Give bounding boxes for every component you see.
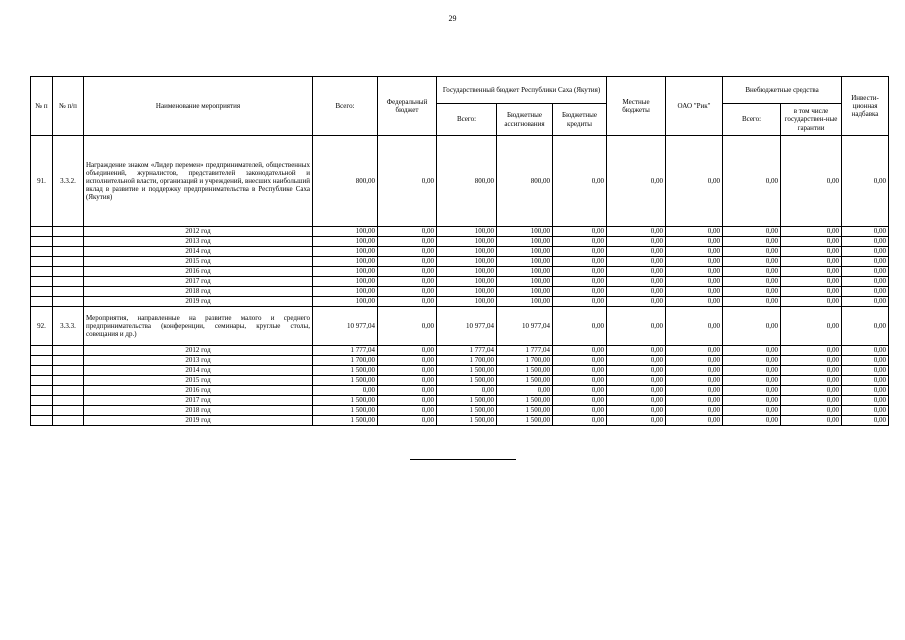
item-name: Мероприятия, направленные на развитие малого и среднего предпринимательства (конференции, семинары, круглые столы, совещания и др.) <box>84 307 313 346</box>
header-row-num: № п <box>31 77 53 136</box>
value-cell: 0,00 <box>723 136 781 227</box>
value-cell: 0,00 <box>378 356 437 366</box>
header-total: Всего: <box>313 77 378 136</box>
header-local: Местные бюджеты <box>607 77 666 136</box>
value-cell: 0,00 <box>378 386 437 396</box>
value-cell: 0,00 <box>781 247 842 257</box>
value-cell: 0,00 <box>378 257 437 267</box>
empty-cell <box>31 227 53 237</box>
year-label: 2018 год <box>84 406 313 416</box>
value-cell: 0,00 <box>666 267 723 277</box>
value-cell: 1 500,00 <box>437 366 497 376</box>
value-cell: 0,00 <box>607 136 666 227</box>
empty-cell <box>53 416 84 426</box>
value-cell: 1 500,00 <box>497 416 553 426</box>
value-cell: 1 500,00 <box>313 376 378 386</box>
value-cell: 0,00 <box>781 386 842 396</box>
empty-cell <box>53 356 84 366</box>
value-cell: 0,00 <box>666 386 723 396</box>
value-cell: 1 500,00 <box>437 406 497 416</box>
value-cell: 0,00 <box>378 277 437 287</box>
empty-cell <box>31 376 53 386</box>
empty-cell <box>31 277 53 287</box>
empty-cell <box>53 287 84 297</box>
value-cell: 100,00 <box>437 287 497 297</box>
empty-cell <box>53 346 84 356</box>
year-row <box>31 267 889 277</box>
value-cell: 0,00 <box>842 386 889 396</box>
item-row <box>31 307 889 346</box>
value-cell: 0,00 <box>723 376 781 386</box>
year-label: 2012 год <box>84 227 313 237</box>
value-cell: 0,00 <box>666 297 723 307</box>
year-label: 2017 год <box>84 396 313 406</box>
value-cell: 100,00 <box>437 297 497 307</box>
page-number: 29 <box>448 14 457 23</box>
value-cell: 0,00 <box>723 257 781 267</box>
value-cell: 0,00 <box>781 136 842 227</box>
empty-cell <box>31 346 53 356</box>
value-cell: 0,00 <box>781 297 842 307</box>
year-row <box>31 386 889 396</box>
value-cell: 1 700,00 <box>313 356 378 366</box>
value-cell: 0,00 <box>666 257 723 267</box>
value-cell: 0,00 <box>607 396 666 406</box>
header-state-allocations: Бюджетные ассигнования <box>497 104 553 136</box>
empty-cell <box>31 267 53 277</box>
value-cell: 100,00 <box>313 247 378 257</box>
header-offbudget-guarantees: в том числе государствен-ные гарантии <box>781 104 842 136</box>
value-cell: 1 777,04 <box>313 346 378 356</box>
value-cell: 0,00 <box>666 346 723 356</box>
value-cell: 0,00 <box>607 247 666 257</box>
year-label: 2017 год <box>84 277 313 287</box>
value-cell: 0,00 <box>723 416 781 426</box>
year-row <box>31 227 889 237</box>
value-cell: 0,00 <box>842 406 889 416</box>
value-cell: 0,00 <box>723 277 781 287</box>
value-cell: 1 500,00 <box>497 376 553 386</box>
year-label: 2015 год <box>84 376 313 386</box>
header-federal: Федеральный бюджет <box>378 77 437 136</box>
value-cell: 0,00 <box>666 136 723 227</box>
value-cell: 100,00 <box>437 257 497 267</box>
value-cell: 0,00 <box>553 366 607 376</box>
year-label: 2013 год <box>84 237 313 247</box>
row-number: 92. <box>31 307 53 346</box>
value-cell: 0,00 <box>723 287 781 297</box>
value-cell: 0,00 <box>666 356 723 366</box>
value-cell: 100,00 <box>313 257 378 267</box>
value-cell: 0,00 <box>666 396 723 406</box>
empty-cell <box>53 277 84 287</box>
value-cell: 0,00 <box>497 386 553 396</box>
value-cell: 0,00 <box>378 416 437 426</box>
value-cell: 0,00 <box>666 227 723 237</box>
value-cell: 0,00 <box>781 346 842 356</box>
value-cell: 100,00 <box>437 277 497 287</box>
value-cell: 0,00 <box>607 297 666 307</box>
value-cell: 0,00 <box>781 376 842 386</box>
value-cell: 0,00 <box>666 366 723 376</box>
value-cell: 0,00 <box>781 396 842 406</box>
value-cell: 0,00 <box>781 416 842 426</box>
value-cell: 0,00 <box>781 406 842 416</box>
value-cell: 0,00 <box>842 247 889 257</box>
item-name: Награждение знаком «Лидер перемен» предпринимателей, общественных объединений, журналистов, представителей законодательной и исполнительной власти, организаций и учреждений, внесших наибольший вклад в развитие и поддержку предпринимательства в Республике Саха (Якутия) <box>84 136 313 227</box>
value-cell: 0,00 <box>553 356 607 366</box>
value-cell: 100,00 <box>497 287 553 297</box>
year-row <box>31 396 889 406</box>
value-cell: 0,00 <box>781 237 842 247</box>
value-cell: 0,00 <box>842 287 889 297</box>
year-row <box>31 297 889 307</box>
value-cell: 1 500,00 <box>313 396 378 406</box>
value-cell: 0,00 <box>723 267 781 277</box>
value-cell: 0,00 <box>553 267 607 277</box>
value-cell: 0,00 <box>553 386 607 396</box>
value-cell: 0,00 <box>723 237 781 247</box>
item-number: 3.3.3. <box>53 307 84 346</box>
value-cell: 0,00 <box>607 376 666 386</box>
year-label: 2013 год <box>84 356 313 366</box>
value-cell: 1 700,00 <box>437 356 497 366</box>
value-cell: 0,00 <box>842 307 889 346</box>
value-cell: 0,00 <box>607 227 666 237</box>
value-cell: 0,00 <box>607 346 666 356</box>
value-cell: 1 500,00 <box>437 416 497 426</box>
value-cell: 1 700,00 <box>497 356 553 366</box>
value-cell: 0,00 <box>842 416 889 426</box>
empty-cell <box>53 227 84 237</box>
empty-cell <box>31 416 53 426</box>
value-cell: 0,00 <box>842 277 889 287</box>
value-cell: 1 500,00 <box>497 366 553 376</box>
empty-cell <box>53 376 84 386</box>
value-cell: 0,00 <box>378 136 437 227</box>
value-cell: 0,00 <box>781 366 842 376</box>
table-header <box>31 77 889 136</box>
item-number: 3.3.2. <box>53 136 84 227</box>
empty-cell <box>53 386 84 396</box>
value-cell: 1 500,00 <box>437 396 497 406</box>
value-cell: 0,00 <box>553 376 607 386</box>
value-cell: 100,00 <box>497 237 553 247</box>
year-row <box>31 406 889 416</box>
value-cell: 1 500,00 <box>313 406 378 416</box>
header-investment: Инвести-ционная надбавка <box>842 77 889 136</box>
empty-cell <box>31 257 53 267</box>
value-cell: 1 500,00 <box>497 396 553 406</box>
value-cell: 0,00 <box>553 396 607 406</box>
header-state-credits: Бюджетные кредиты <box>553 104 607 136</box>
value-cell: 0,00 <box>553 247 607 257</box>
value-cell: 0,00 <box>607 287 666 297</box>
empty-cell <box>53 237 84 247</box>
value-cell: 100,00 <box>313 287 378 297</box>
value-cell: 0,00 <box>553 277 607 287</box>
row-number: 91. <box>31 136 53 227</box>
value-cell: 0,00 <box>378 346 437 356</box>
empty-cell <box>31 406 53 416</box>
value-cell: 0,00 <box>553 416 607 426</box>
value-cell: 1 500,00 <box>313 366 378 376</box>
value-cell: 10 977,04 <box>437 307 497 346</box>
header-state-group: Государственный бюджет Республики Саха (Якутия) <box>437 77 607 104</box>
value-cell: 0,00 <box>666 376 723 386</box>
value-cell: 0,00 <box>378 396 437 406</box>
value-cell: 0,00 <box>553 287 607 297</box>
value-cell: 0,00 <box>378 227 437 237</box>
empty-cell <box>31 287 53 297</box>
value-cell: 0,00 <box>723 346 781 356</box>
value-cell: 0,00 <box>842 237 889 247</box>
year-label: 2015 год <box>84 257 313 267</box>
value-cell: 0,00 <box>723 356 781 366</box>
value-cell: 0,00 <box>553 237 607 247</box>
value-cell: 100,00 <box>497 267 553 277</box>
value-cell: 0,00 <box>378 287 437 297</box>
table-body <box>31 136 889 426</box>
year-label: 2016 год <box>84 386 313 396</box>
value-cell: 0,00 <box>607 257 666 267</box>
header-offbudget-group: Внебюджетные средства <box>723 77 842 104</box>
value-cell: 0,00 <box>842 366 889 376</box>
value-cell: 0,00 <box>437 386 497 396</box>
value-cell: 0,00 <box>842 396 889 406</box>
item-row <box>31 136 889 227</box>
section-divider <box>410 459 516 460</box>
value-cell: 0,00 <box>666 406 723 416</box>
year-row <box>31 237 889 247</box>
value-cell: 0,00 <box>607 277 666 287</box>
value-cell: 0,00 <box>607 267 666 277</box>
value-cell: 0,00 <box>723 307 781 346</box>
value-cell: 0,00 <box>553 136 607 227</box>
value-cell: 0,00 <box>781 227 842 237</box>
value-cell: 0,00 <box>666 247 723 257</box>
value-cell: 0,00 <box>378 267 437 277</box>
value-cell: 0,00 <box>842 136 889 227</box>
empty-cell <box>31 356 53 366</box>
empty-cell <box>31 297 53 307</box>
value-cell: 0,00 <box>607 386 666 396</box>
value-cell: 0,00 <box>723 406 781 416</box>
header-item-num: № п/п <box>53 77 84 136</box>
value-cell: 0,00 <box>378 307 437 346</box>
value-cell: 0,00 <box>723 297 781 307</box>
header-name: Наименование мероприятия <box>84 77 313 136</box>
value-cell: 100,00 <box>313 237 378 247</box>
value-cell: 1 500,00 <box>313 416 378 426</box>
value-cell: 100,00 <box>313 297 378 307</box>
value-cell: 100,00 <box>313 227 378 237</box>
value-cell: 800,00 <box>313 136 378 227</box>
value-cell: 0,00 <box>842 346 889 356</box>
value-cell: 0,00 <box>781 257 842 267</box>
value-cell: 100,00 <box>497 297 553 307</box>
empty-cell <box>53 366 84 376</box>
value-cell: 0,00 <box>553 227 607 237</box>
value-cell: 0,00 <box>781 277 842 287</box>
value-cell: 0,00 <box>378 297 437 307</box>
empty-cell <box>53 257 84 267</box>
year-row <box>31 287 889 297</box>
value-cell: 0,00 <box>781 356 842 366</box>
value-cell: 0,00 <box>781 307 842 346</box>
value-cell: 100,00 <box>497 257 553 267</box>
empty-cell <box>31 247 53 257</box>
year-label: 2014 год <box>84 247 313 257</box>
value-cell: 0,00 <box>553 406 607 416</box>
value-cell: 100,00 <box>497 277 553 287</box>
value-cell: 0,00 <box>607 366 666 376</box>
year-label: 2018 год <box>84 287 313 297</box>
value-cell: 0,00 <box>378 366 437 376</box>
value-cell: 1 777,04 <box>437 346 497 356</box>
value-cell: 100,00 <box>437 237 497 247</box>
value-cell: 0,00 <box>607 406 666 416</box>
year-label: 2016 год <box>84 267 313 277</box>
year-row <box>31 356 889 366</box>
value-cell: 0,00 <box>842 257 889 267</box>
empty-cell <box>53 247 84 257</box>
empty-cell <box>31 396 53 406</box>
value-cell: 100,00 <box>437 227 497 237</box>
empty-cell <box>31 386 53 396</box>
funding-table <box>30 76 889 426</box>
empty-cell <box>53 396 84 406</box>
year-row <box>31 247 889 257</box>
value-cell: 0,00 <box>842 376 889 386</box>
value-cell: 0,00 <box>607 307 666 346</box>
value-cell: 1 500,00 <box>497 406 553 416</box>
value-cell: 100,00 <box>313 277 378 287</box>
value-cell: 0,00 <box>781 267 842 277</box>
year-label: 2012 год <box>84 346 313 356</box>
year-row <box>31 257 889 267</box>
value-cell: 10 977,04 <box>313 307 378 346</box>
value-cell: 1 777,04 <box>497 346 553 356</box>
value-cell: 100,00 <box>437 247 497 257</box>
year-row <box>31 277 889 287</box>
value-cell: 0,00 <box>723 366 781 376</box>
year-row <box>31 376 889 386</box>
value-cell: 0,00 <box>723 396 781 406</box>
header-offbudget-total: Всего: <box>723 104 781 136</box>
value-cell: 0,00 <box>666 277 723 287</box>
header-state-total: Всего: <box>437 104 497 136</box>
value-cell: 100,00 <box>497 247 553 257</box>
value-cell: 0,00 <box>378 237 437 247</box>
value-cell: 0,00 <box>781 287 842 297</box>
value-cell: 1 500,00 <box>437 376 497 386</box>
value-cell: 800,00 <box>497 136 553 227</box>
value-cell: 0,00 <box>607 356 666 366</box>
value-cell: 0,00 <box>378 247 437 257</box>
value-cell: 0,00 <box>666 287 723 297</box>
year-label: 2019 год <box>84 416 313 426</box>
value-cell: 0,00 <box>313 386 378 396</box>
value-cell: 0,00 <box>666 307 723 346</box>
empty-cell <box>53 267 84 277</box>
value-cell: 0,00 <box>553 307 607 346</box>
value-cell: 0,00 <box>666 416 723 426</box>
year-row <box>31 416 889 426</box>
value-cell: 0,00 <box>842 267 889 277</box>
value-cell: 0,00 <box>607 237 666 247</box>
value-cell: 0,00 <box>553 257 607 267</box>
year-row <box>31 346 889 356</box>
empty-cell <box>31 366 53 376</box>
value-cell: 800,00 <box>437 136 497 227</box>
value-cell: 0,00 <box>723 227 781 237</box>
value-cell: 0,00 <box>553 346 607 356</box>
value-cell: 0,00 <box>842 297 889 307</box>
value-cell: 0,00 <box>607 416 666 426</box>
value-cell: 0,00 <box>842 356 889 366</box>
value-cell: 100,00 <box>497 227 553 237</box>
value-cell: 100,00 <box>313 267 378 277</box>
year-row <box>31 366 889 376</box>
value-cell: 0,00 <box>553 297 607 307</box>
year-label: 2014 год <box>84 366 313 376</box>
empty-cell <box>31 237 53 247</box>
value-cell: 0,00 <box>378 406 437 416</box>
value-cell: 0,00 <box>842 227 889 237</box>
value-cell: 0,00 <box>723 247 781 257</box>
value-cell: 100,00 <box>437 267 497 277</box>
value-cell: 0,00 <box>723 386 781 396</box>
value-cell: 10 977,04 <box>497 307 553 346</box>
value-cell: 0,00 <box>378 376 437 386</box>
empty-cell <box>53 297 84 307</box>
empty-cell <box>53 406 84 416</box>
header-company: ОАО "Рик" <box>666 77 723 136</box>
value-cell: 0,00 <box>666 237 723 247</box>
year-label: 2019 год <box>84 297 313 307</box>
